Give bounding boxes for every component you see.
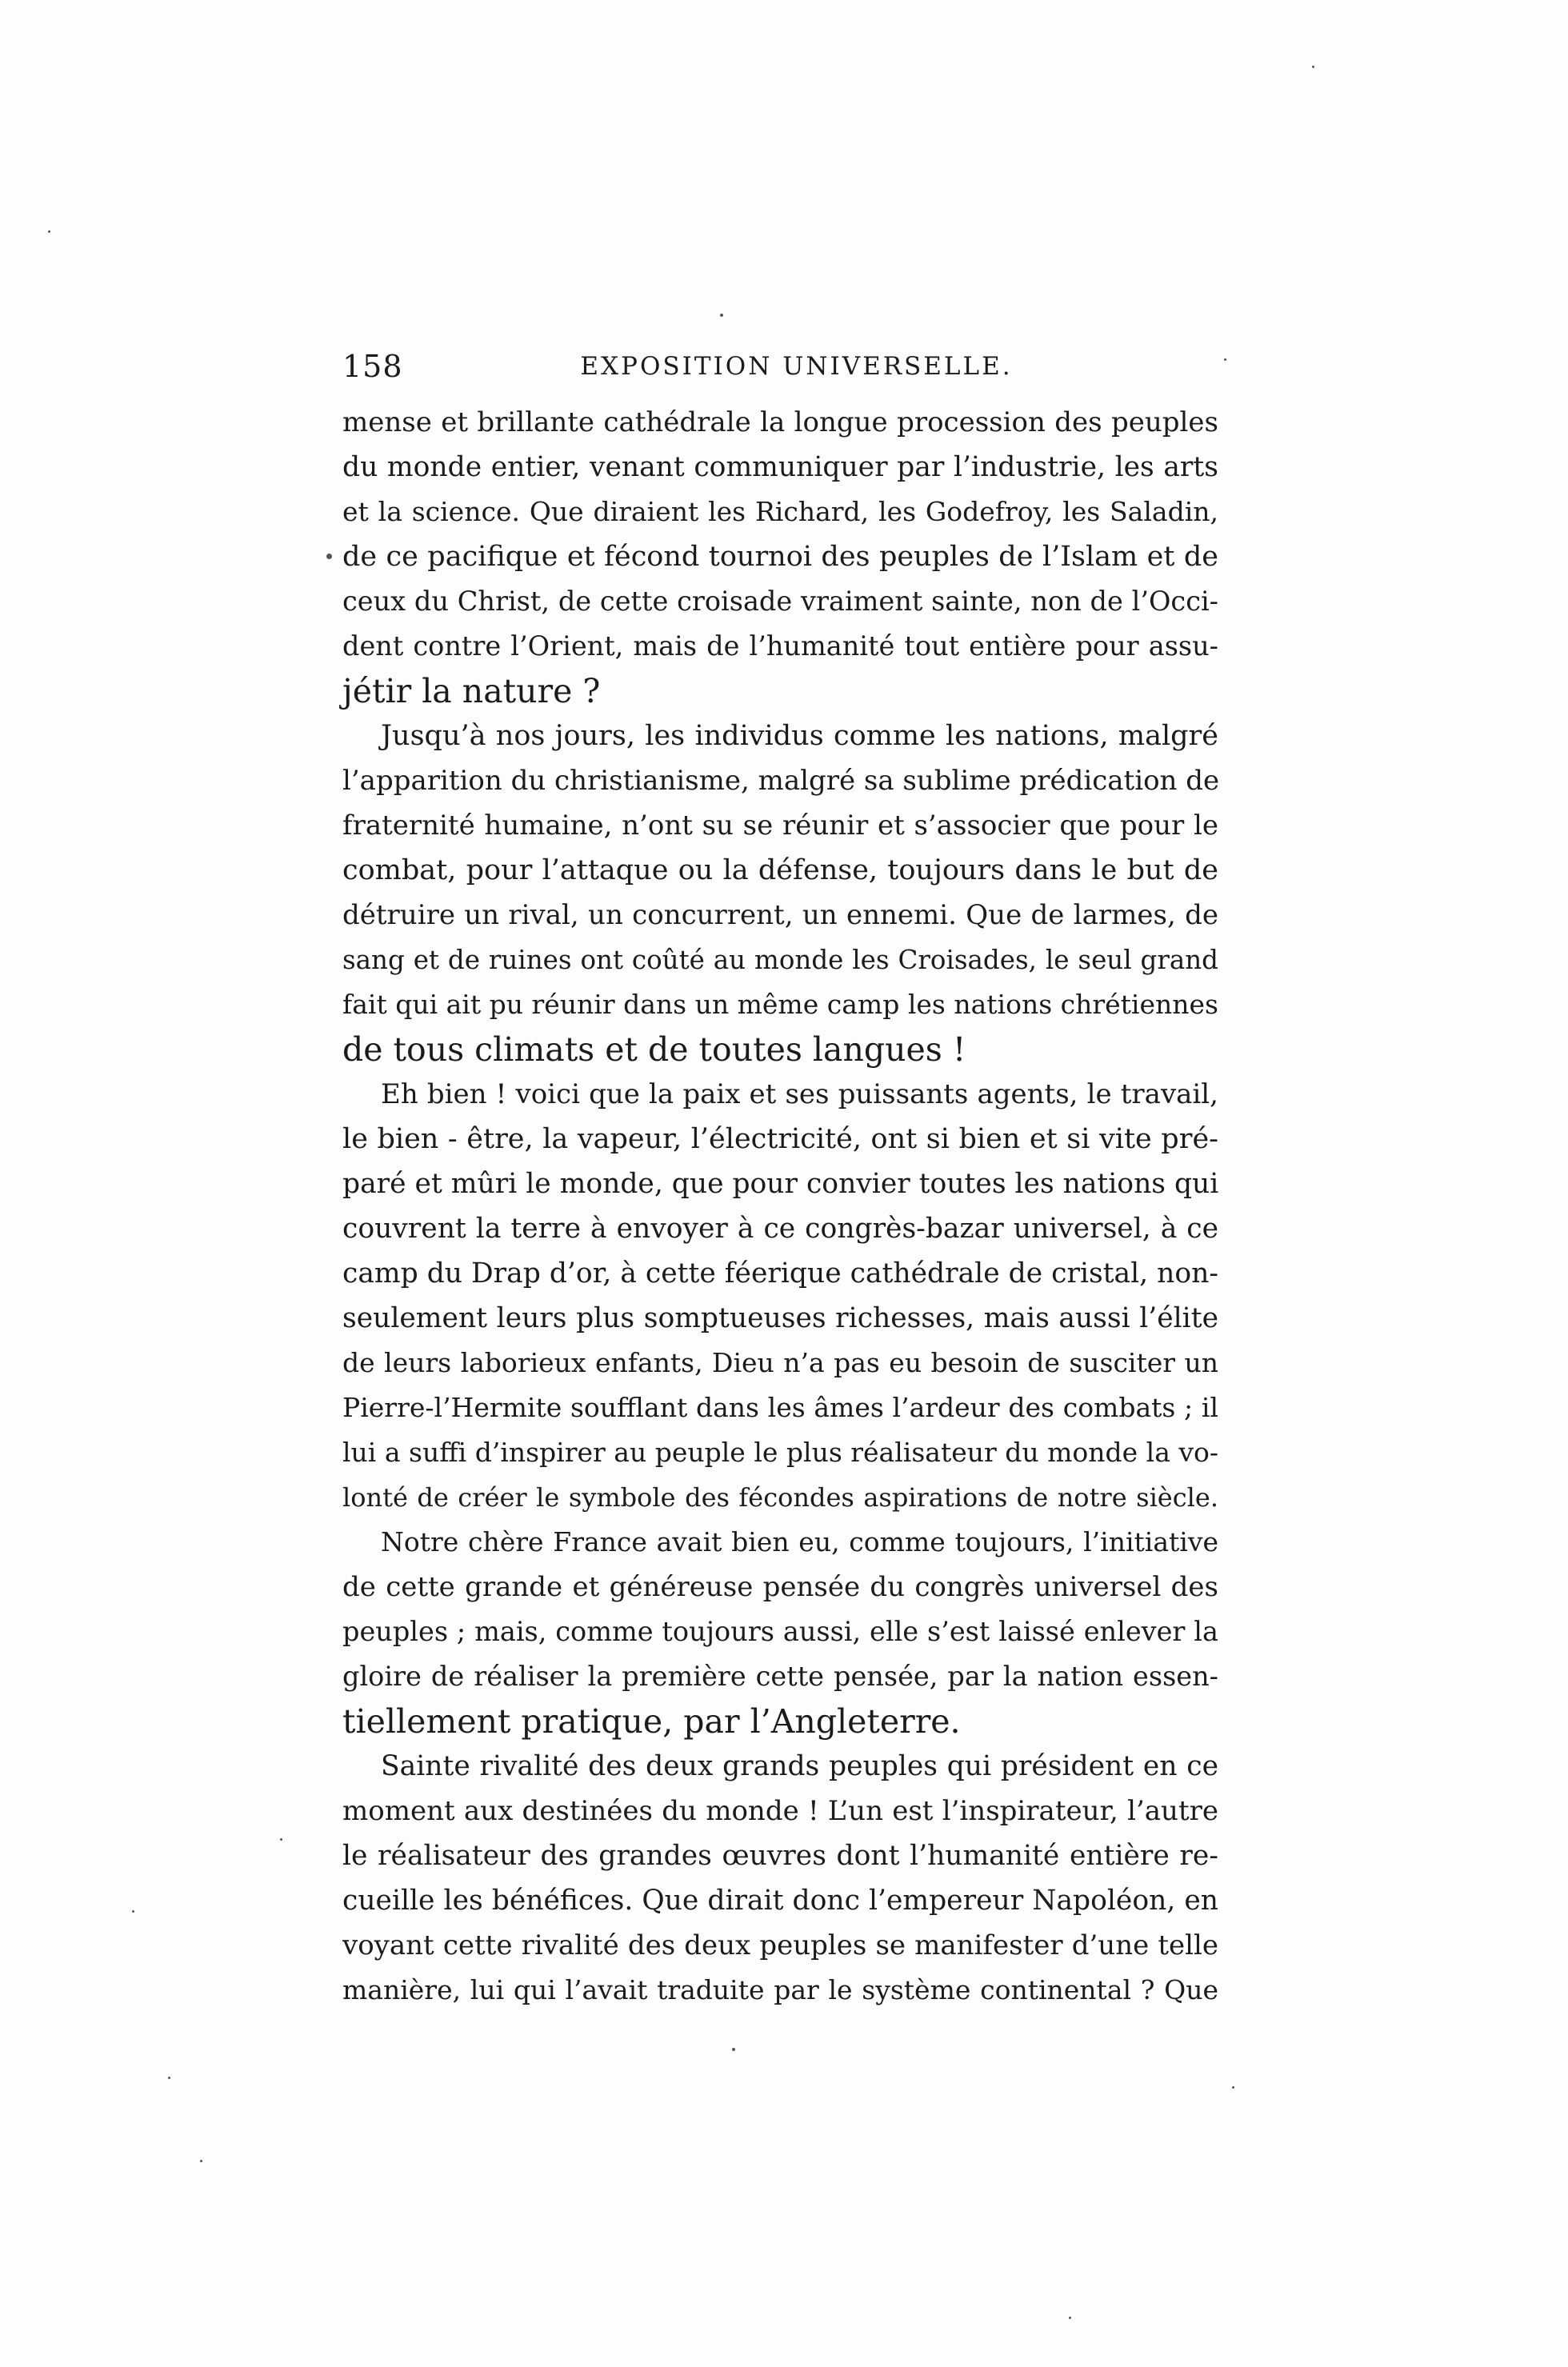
ink-speck [1069,2317,1071,2319]
text-line: sang et de ruines ont coûté au monde les Croisades, le seul grand [342,945,1218,975]
text-line: dent contre l’Orient, mais de l’humanité tout entière pour assu- [342,630,1218,662]
ink-speck [168,2077,170,2079]
text-line: lui a suffi d’inspirer au peuple le plus réalisateur du monde la vo- [342,1437,1219,1468]
text-line: camp du Drap d’or, à cette féerique cathédrale de cristal, non- [342,1257,1218,1289]
ink-speck [48,230,50,233]
text-line: de leurs laborieux enfants, Dieu n’a pas eu besoin de susciter un [342,1347,1218,1378]
ink-speck [280,1838,282,1841]
ink-speck [200,2160,202,2162]
text-line: l’apparition du christianisme, malgré sa sublime prédication de [342,765,1220,797]
text-line: moment aux destinées du monde ! L’un est l’inspirateur, l’autre [342,1795,1218,1827]
text-line: ceux du Christ, de cette croisade vraiment sainte, non de l’Occi- [342,586,1218,617]
text-line: Jusqu’à nos jours, les individus comme les nations, malgré [381,720,1218,752]
text-line: et la science. Que diraient les Richard, les Godefroy, les Saladin, [342,496,1218,527]
ink-speck [720,314,723,317]
text-line: combat, pour l’attaque ou la défense, toujours dans le but de [342,854,1218,886]
text-line: de cette grande et généreuse pensée du congrès universel des [342,1571,1218,1603]
text-line: voyant cette rivalité des deux peuples se manifester d’une telle [342,1929,1218,1961]
text-line: fraternité humaine, n’ont su se réunir et s’associer que pour le [342,810,1218,842]
text-line: manière, lui qui l’avait traduite par le système continental ? Que [342,1974,1218,2005]
text-line: mense et brillante cathédrale la longue procession des peuples [342,406,1218,438]
ink-speck [132,1910,134,1913]
text-line: Sainte rivalité des deux grands peuples qui président en ce [381,1750,1218,1782]
ink-speck [1224,358,1226,361]
text-line: Notre chère France avait bien eu, comme toujours, l’initiative [381,1526,1218,1557]
text-line: seulement leurs plus somptueuses richesses, mais aussi l’élite [342,1302,1218,1334]
text-line: gloire de réaliser la première cette pensée, par la nation essen- [342,1661,1218,1692]
ink-speck [732,2048,735,2051]
text-line: du monde entier, venant communiquer par l’industrie, les arts [342,451,1218,483]
text-line: cueille les bénéfices. Que dirait donc l’empereur Napoléon, en [342,1885,1218,1917]
ink-speck [1312,66,1314,68]
text-line: Pierre-l’Hermite soufflant dans les âmes l’ardeur des combats ; il [342,1392,1218,1423]
text-line: Eh bien ! voici que la paix et ses puissants agents, le travail, [381,1078,1218,1110]
text-line: le réalisateur des grandes œuvres dont l’humanité entière re- [342,1840,1218,1872]
page-number: 158 [342,349,403,384]
page-header [342,342,1218,390]
text-line: lonté de créer le symbole des fécondes aspirations de notre siècle. [342,1482,1218,1513]
running-title: EXPOSITION UNIVERSELLE. [580,352,1013,381]
text-line: fait qui ait pu réunir dans un même camp les nations chrétiennes [342,989,1218,1020]
text-line: paré et mûri le monde, que pour convier toutes les nations qui [342,1168,1219,1200]
text-line: tiellement pratique, par l’Angleterre. [342,1702,961,1741]
text-line: couvrent la terre à envoyer à ce congrès-bazar universel, à ce [342,1213,1218,1245]
text-line: détruire un rival, un concurrent, un ennemi. Que de larmes, de [342,899,1218,931]
text-line: jétir la nature ? [342,672,601,710]
text-line: de tous climats et de toutes langues ! [342,1030,966,1069]
text-line: de ce pacifique et fécond tournoi des peuples de l’Islam et de [342,541,1218,573]
ink-speck [1232,2086,1234,2089]
ink-speck [326,554,332,559]
text-line: le bien - être, la vapeur, l’électricité, ont si bien et si vite pré- [342,1123,1218,1155]
text-line: peuples ; mais, comme toujours aussi, elle s’est laissé enlever la [342,1616,1218,1647]
